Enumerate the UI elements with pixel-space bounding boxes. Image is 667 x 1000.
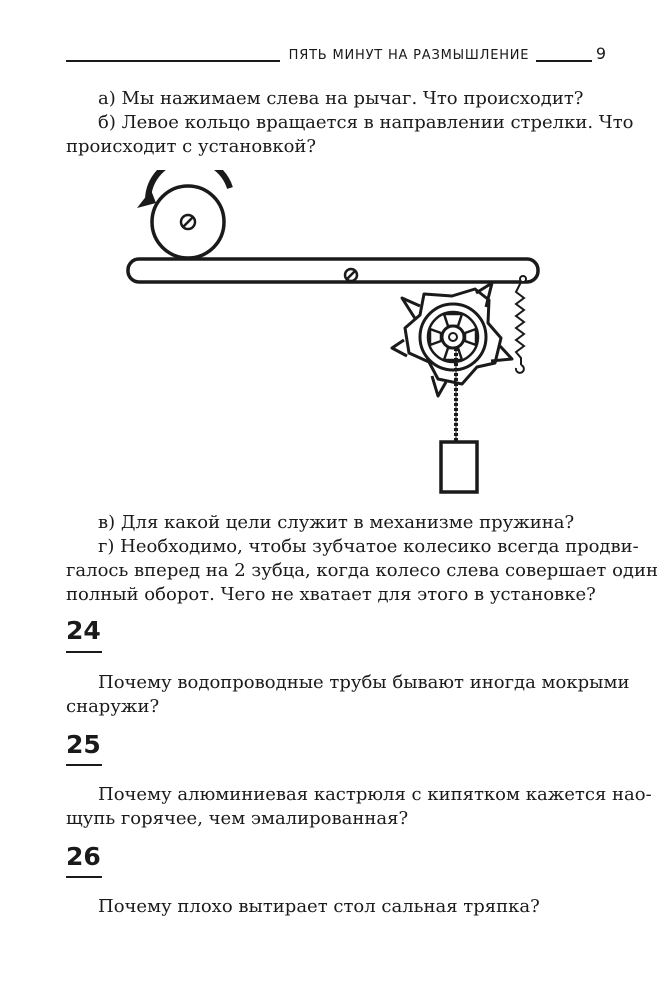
header-rule-left (66, 60, 280, 62)
running-title: ПЯТЬ МИНУТ НА РАЗМЫШЛЕНИЕ (288, 48, 530, 63)
problem-24-line1: Почему водопроводные трубы бывают иногда мокрыми (98, 672, 630, 693)
problem-number-26: 26 (66, 842, 101, 871)
question-v: в) Для какой цели служит в механизме пружина? (98, 512, 575, 533)
question-g-line2: галось вперед на 2 зубца, когда колесо слева совершает один (66, 560, 658, 581)
question-b-line2: происходит с установкой? (66, 136, 317, 157)
lever-end-pin (520, 276, 526, 282)
problem-number-24: 24 (66, 616, 101, 645)
problem-number-rule (66, 764, 102, 766)
question-g-line3: полный оборот. Чего не хватает для этого в установке? (66, 584, 596, 605)
problem-25-line2: щупь горячее, чем эмалированная? (66, 808, 409, 829)
question-g-line1: г) Необходимо, чтобы зубчатое колесико всегда продви- (98, 536, 639, 557)
problem-number-rule (66, 651, 102, 653)
page-number: 9 (595, 44, 606, 63)
problem-number-25: 25 (66, 730, 101, 759)
problem-26-line1: Почему плохо вытирает стол сальная тряпка? (98, 896, 540, 917)
problem-24-line2: снаружи? (66, 696, 160, 717)
problem-number-rule (66, 876, 102, 878)
mechanism-diagram (120, 170, 550, 500)
ratchet-axle (449, 333, 457, 341)
question-b-line1: б) Левое кольцо вращается в направлении стрелки. Что (98, 112, 634, 133)
question-a: а) Мы нажимаем слева на рычаг. Что происходит? (98, 88, 584, 109)
page-header (66, 46, 606, 70)
spring (516, 282, 524, 365)
header-rule-right (536, 60, 592, 62)
weight (441, 442, 477, 492)
problem-25-line1: Почему алюминиевая кастрюля с кипятком кажется нао- (98, 784, 652, 805)
lever (128, 259, 538, 282)
